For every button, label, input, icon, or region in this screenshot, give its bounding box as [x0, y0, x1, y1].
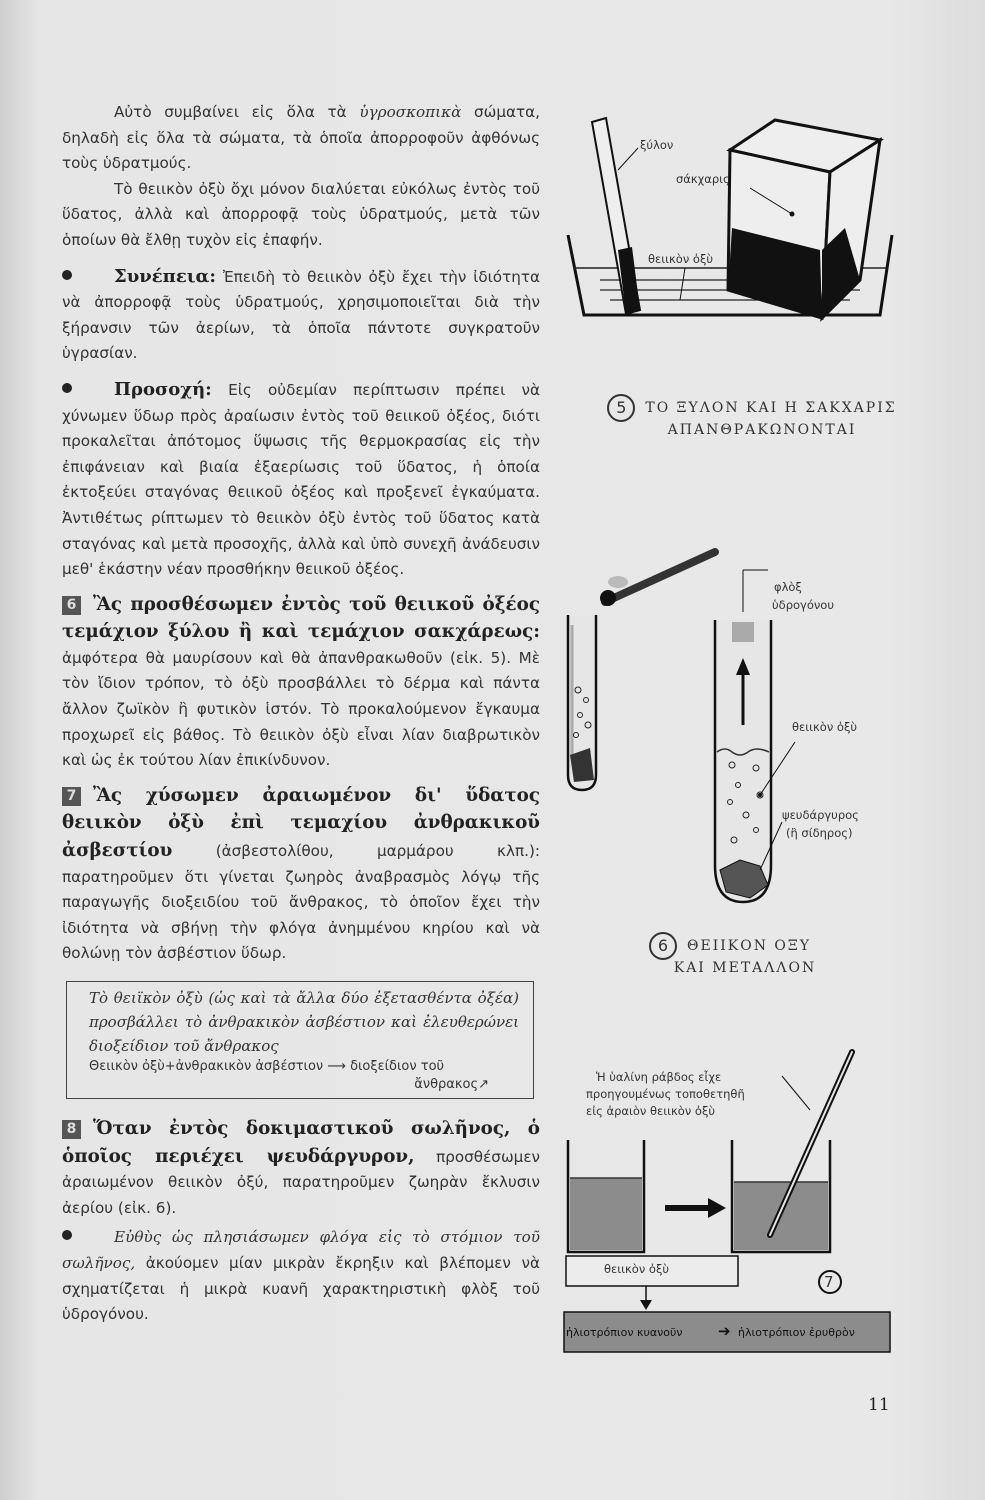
bullet-icon — [62, 1230, 72, 1240]
fig5-number: 5 — [607, 394, 635, 422]
fig5-label-wood: ξύλον — [640, 138, 674, 152]
fig5-caption-line2: ΑΠΑΝΘΡΑΚΩΝΟΝΤΑΙ — [667, 422, 857, 438]
info-box-equation: Θειικὸν ὀξὺ+ἀνθρακικὸν ἀσβέστιον ⟶ διοξείδιον τοῦ — [89, 1059, 445, 1074]
section-6-text: ἀμφότερα θὰ μαυρίσουν καὶ θὰ ἀπανθρακωθοῦν (εἰκ. 5). Μὲ τὸν ἴδιον τρόπον, τὸ ὀξὺ προσβάλλει τὸ δέρμα καὶ πάντα ἄλλον ζωϊκὸν ἢ φυτικὸν ἱστόν. Τὸ προκαλούμενον ἔγκαυμα προχωρεῖ εἰς βάθος. Τὸ θειικὸν ὀξὺ εἶναι λίαν διαβρωτικὸν καὶ ὡς ἐκ τούτου λίαν ἐπικίνδυνον. — [62, 648, 540, 770]
fig6-number: 6 — [649, 932, 677, 960]
fig6-caption-line1: ΘΕΙΙΚΟΝ ΟΞΥ — [687, 938, 811, 954]
fig6-caption-line2: ΚΑΙ ΜΕΤΑΛΛΟΝ — [673, 960, 817, 976]
paragraph-1 — [62, 100, 540, 177]
consequence-label: Συνέπεια: — [114, 265, 216, 287]
info-box-equation-end: ἄνθρακος↗ — [414, 1077, 489, 1092]
fig7-litmus-blue: ἡλιοτρόπιον κυανοῦν — [566, 1326, 683, 1339]
fig5-label-sugar: σάκχαρις — [676, 172, 730, 186]
figure-5-illustration — [560, 110, 900, 330]
flame-italic: Εὐθὺς ὡς πλησιάσωμεν φλόγα εἰς τὸ στόμιον τοῦ σωλῆνος, — [62, 1228, 540, 1272]
fig5-caption — [592, 394, 912, 438]
paragraph-2: Τὸ θειικὸν ὀξὺ ὄχι μόνον διαλύεται εὐκόλως ἐντὸς τοῦ ὕδατος, ἀλλὰ καὶ ἀπορροφᾷ τοὺς ὑδρατμούς, μετὰ τῶν ὁποίων θὰ ἔλθῃ τυχὸν εἰς ἐπαφήν. — [62, 179, 540, 249]
fig7-note-1: Ἡ ὑαλίνη ράβδος εἶχε — [596, 1070, 722, 1084]
section-8-number: 8 — [62, 1120, 81, 1139]
section-8-text: προσθέσωμεν ἀραιωμένον θειικὸν ὀξύ, παρατηροῦμεν ζωηρὰν ἔκλυσιν ἀερίου (εἰκ. 6). — [62, 1147, 541, 1217]
section-8 — [62, 1115, 540, 1221]
fig5-label-acid: θειικὸν ὀξὺ — [648, 252, 714, 266]
bullet-icon — [62, 383, 72, 393]
fig7-note-3: εἰς ἀραιὸν θειικὸν ὀξὺ — [586, 1104, 716, 1118]
paragraph-caution — [62, 377, 540, 583]
page-number: 11 — [868, 1395, 890, 1415]
fig5-caption-line1: ΤΟ ΞΥΛΟΝ ΚΑΙ Η ΣΑΚΧΑΡΙΣ — [645, 400, 897, 416]
p1-italic: ὑγροσκοπικὰ — [359, 103, 462, 121]
section-7-heading: Ἂς χύσωμεν ἀραιωμένον δι' ὕδατος θειικὸν ὀξὺ ἐπὶ τεμαχίου ἀνθρακικοῦ ἀσβεστίου — [62, 784, 540, 862]
flame-text: ἀκούομεν μίαν μικρὰν ἔκρηξιν καὶ βλέπομεν νὰ σχηματίζεται ἡ μικρὰ κυανῆ χαρακτηριστικὴ φλὸξ τοῦ ὑδρογόνου. — [62, 1253, 540, 1324]
fig7-litmus-arrow-icon: ➔ — [718, 1322, 731, 1340]
section-7-number: 7 — [62, 787, 81, 806]
paragraph-consequence — [62, 264, 540, 367]
fig7-label-acid: θειικὸν ὀξὺ — [604, 1262, 670, 1276]
p1-text: Αὐτὸ συμβαίνει εἰς ὅλα τὰ — [114, 103, 347, 121]
fig6-label-zinc-2: (ἢ σίδηρος) — [786, 826, 853, 840]
info-box-text: Τὸ θειϊκὸν ὀξὺ (ὡς καὶ τὰ ἄλλα δύο ἐξετασθέντα ὀξέα) προσβάλλει τὸ ἀνθρακικὸν ἀσβέστιον καὶ ἐλευθερώνει διοξείδιον τοῦ ἄνθρακος — [89, 989, 519, 1055]
fig7-number: 7 — [824, 1273, 834, 1291]
section-6-heading: Ἂς προσθέσωμεν ἐντὸς τοῦ θειικοῦ ὀξέος τεμάχιον ξύλου ἢ καὶ τεμάχιον σακχάρεως: — [62, 593, 540, 643]
caution-label: Προσοχή: — [114, 378, 212, 400]
figure-7-illustration — [560, 1040, 895, 1360]
fig6-label-zinc-1: ψευδάργυρος — [782, 808, 859, 822]
fig6-label-flame-2: ὑδρογόνου — [772, 598, 834, 612]
section-7 — [62, 782, 540, 967]
info-box — [66, 981, 534, 1099]
text-column — [62, 100, 540, 1328]
fig6-label-flame-1: φλὸξ — [774, 580, 802, 594]
section-6-number: 6 — [62, 596, 81, 615]
fig7-litmus-red: ἡλιοτρόπιον ἐρυθρὸν — [738, 1326, 855, 1339]
section-8-heading: Ὅταν ἐντὸς δοκιμαστικοῦ σωλῆνος, ὁ ὁποῖος περιέχει ψευδάργυρον, — [62, 1118, 540, 1167]
section-6 — [62, 591, 540, 774]
caution-text: Εἰς οὐδεμίαν περίπτωσιν πρέπει νὰ χύνωμεν ὕδωρ πρὸς ἀραίωσιν ἐντὸς τοῦ θειικοῦ ὀξέος, διότι προκαλεῖται ἀπότομος ὕψωσις τῆς θερμοκρασίας εἰς τὴν ἐπιφάνειαν καὶ βιαία ἐξαερίωσις τοῦ ὕδατος, ἡ ὁποία ἐκτοξεύει σταγόνας θειικοῦ ὀξέος καὶ προξενεῖ ἐγκαύματα. Ἀντιθέτως ρίπτωμεν τὸ θειικὸν ὀξὺ ἐντὸς τοῦ ὕδατος κατὰ σταγόνας καὶ μετὰ προσοχῆς, ἀλλὰ καὶ ὑπὸ συνεχῆ ἀνάδευσιν μεθ' ἑκάστην νέαν προσθήκην θειικοῦ ὀξέος. — [62, 380, 540, 579]
section-7-text: (ἀσβεστολίθου, μαρμάρου κλπ.): παρατηροῦμεν ὅτι γίνεται ζωηρὸς ἀναβρασμὸς λόγῳ τῆς παραγωγῆς διοξειδίου τοῦ ἄνθρακος, τὸ ὁποῖον ἔχει τὴν ἰδιότητα νὰ σβήνῃ τὴν φλόγα ἀνημμένου κηρίου καὶ νὰ θολώνῃ τὸν ἀσβέστιον ὕδωρ. — [62, 842, 540, 963]
p1-rest: σώματα, δηλαδὴ εἰς ὅλα τὰ σώματα, τὰ ὁποῖα ἀπορροφοῦν ἀφθόνως τοὺς ὑδρατμούς. — [62, 103, 541, 173]
fig7-note-2: προηγουμένως τοποθετηθῆ — [586, 1087, 745, 1101]
consequence-text: Ἐπειδὴ τὸ θειικὸν ὀξὺ ἔχει τὴν ἰδιότητα νὰ ἀπορροφᾷ τοὺς ὑδρατμούς, χρησιμοποιεῖται διὰ τὴν ξήρανσιν τῶν ἀερίων, τὰ ὁποῖα πάντοτε συγκρατοῦν ὑγρασίαν. — [62, 267, 540, 363]
fig6-caption — [620, 932, 840, 976]
bullet-icon — [62, 270, 72, 280]
fig6-label-acid: θειικὸν ὀξὺ — [792, 720, 858, 734]
paragraph-flame — [62, 1225, 540, 1327]
